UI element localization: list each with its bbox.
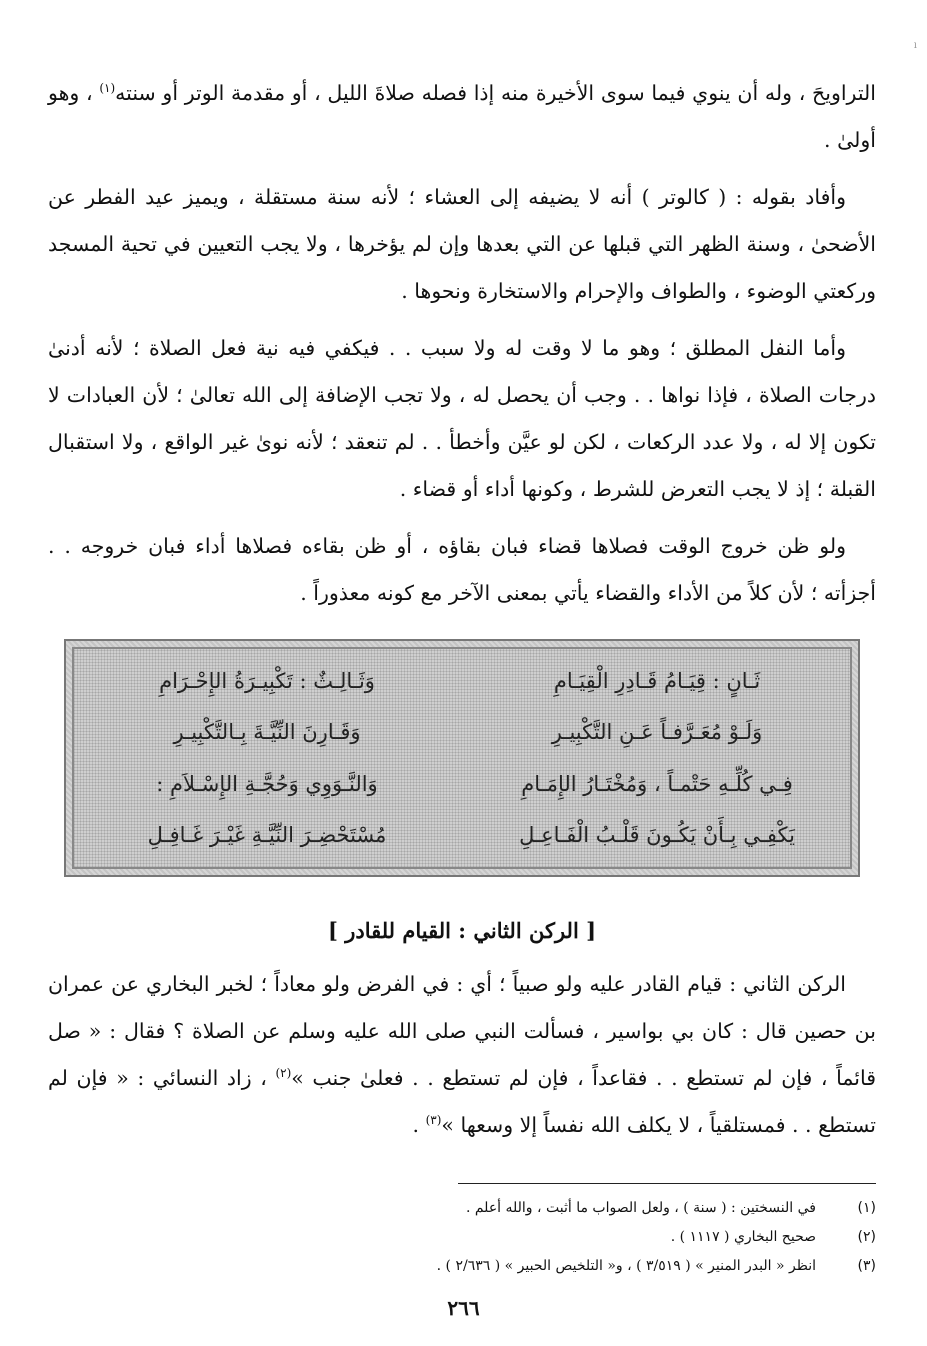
footnote-text: صحيح البخاري ( ١١١٧ ) . — [670, 1229, 816, 1245]
verse-1-first-hemistich: ثَـانٍ : قِيَـامُ قَـادِرِ الْقِيَـامِ — [553, 668, 761, 693]
page-number: ٢٦٦ — [447, 1296, 480, 1320]
footnote-1 — [48, 1194, 876, 1223]
verse-4-first-hemistich: يَكْفِـي بِـأَنْ يَكُـونَ قَلْـبُ الْفَـاعِـلِ — [519, 823, 795, 848]
page-body — [48, 70, 876, 1281]
footnote-ref-2[interactable]: (٢) — [275, 1066, 292, 1081]
verse-1-second-hemistich: وَثَـالِـثٌ : تَكْبِيـرَةُ الإِحْـرَامِ — [159, 668, 375, 693]
verse-2-second-hemistich: وَقَـارِنَ النِّيَّـةَ بِـالتَّكْبِيـرِ — [173, 720, 361, 745]
footnote-number: (١) — [857, 1200, 876, 1216]
footnote-ref-1[interactable]: (١) — [99, 81, 116, 96]
footnote-number: (٢) — [857, 1229, 876, 1245]
paragraph-1: التراويحَ ، وله أن ينوي فيما سوى الأخيرة منه إذا فصله صلاةَ الليل ، أو مقدمة الوتر أو سنته$^{(١)}$ ، وهو أولىٰ . — [48, 81, 876, 152]
verse-4-second-hemistich: مُسْتَحْضِـرَ النِّيَّـةِ غَيْـرَ غَـافِـلِ — [147, 823, 387, 848]
margin-mark: ı — [913, 40, 917, 51]
paragraph-2: وأفاد بقوله : ( كالوتر ) أنه لا يضيفه إلى العشاء ؛ لأنه سنة مستقلة ، ويميز عيد الفطر عن الأضحىٰ ، وسنة الظهر التي قبلها عن التي بعدها وإن لم يؤخرها ، ولا يجب التعيين في تحية المسجد وركعتي الوضوء ، والطواف والإحرام والاستخارة ونحوها . — [48, 185, 876, 303]
footnote-number: (٣) — [857, 1258, 876, 1274]
footnote-2 — [48, 1223, 876, 1252]
footnote-text: انظر « البدر المنير » ( ٣/٥١٩ ) ، و« التلخيص الحبير » ( ٢/٦٣٦ ) . — [436, 1258, 816, 1274]
verse-3-first-hemistich: فِـي كُلِّـهِ حَتْمـاً ، وَمُخْتَـارُ الإِمَـامِ — [521, 771, 793, 796]
paragraph-3: وأما النفل المطلق ؛ وهو ما لا وقت له ولا سبب . . فيكفي فيه نية فعل الصلاة ؛ لأنه أدنىٰ درجات الصلاة ، فإذا نواها . . وجب أن يحصل له ، ولا تجب الإضافة إلى الله تعالىٰ ؛ لأن العبادات لا تكون إلا له ، ولا عدد الركعات ، لكن لو عيَّن وأخطأ . . لم تنعقد ؛ لأنه نوىٰ غير الواقع ، ولا استقبال القبلة ؛ إذ لا يجب التعرض للشرط ، وكونها أداء أو قضاء . — [48, 336, 876, 501]
footnotes — [436, 1183, 876, 1281]
footnote-text: في النسختين : ( سنة ) ، ولعل الصواب ما أثبت ، والله أعلم . — [465, 1200, 816, 1216]
footnote-3 — [48, 1252, 876, 1281]
paragraph-4: ولو ظن خروج الوقت فصلاها قضاء فبان بقاؤه ، أو ظن بقاءه فصلاها أداء فبان خروجه . . أجزأته ؛ لأن كلاً من الأداء والقضاء يأتي بمعنى الآخر مع كونه معذوراً . — [48, 534, 876, 605]
poem-frame — [64, 639, 860, 877]
verse-2-first-hemistich: وَلَـوْ مُعَـرَّفـاً عَـنِ التَّكْبِيـرِ — [551, 720, 763, 745]
poem-verses — [72, 647, 852, 869]
section-paragraph: الركن الثاني : قيام القادر عليه ولو صبياً ؛ أي : في الفرض ولو معاداً ؛ لخبر البخاري عن عمران بن حصين قال : كان بي بواسير ، فسألت النبي صلى الله عليه وسلم عن الصلاة ؟ فقال : « صل قائماً ، فإن لم تستطع . . فقاعداً ، فإن لم تستطع . . فعلىٰ جنب »$^{(٢)}$ ، زاد النسائي : « فإن لم تستطع . . فمستلقياً ، لا يكلف الله نفساً إلا وسعها »$^{(٣)}$ . — [48, 972, 876, 1137]
footnote-ref-3[interactable]: (٣) — [425, 1113, 442, 1128]
section-heading: [ الركن الثاني : القيام للقادر ] — [327, 918, 597, 943]
verse-3-second-hemistich: وَالنَّـوَوِي وَحُجَّـةِ الإِسْـلاَمِ : — [156, 771, 378, 796]
